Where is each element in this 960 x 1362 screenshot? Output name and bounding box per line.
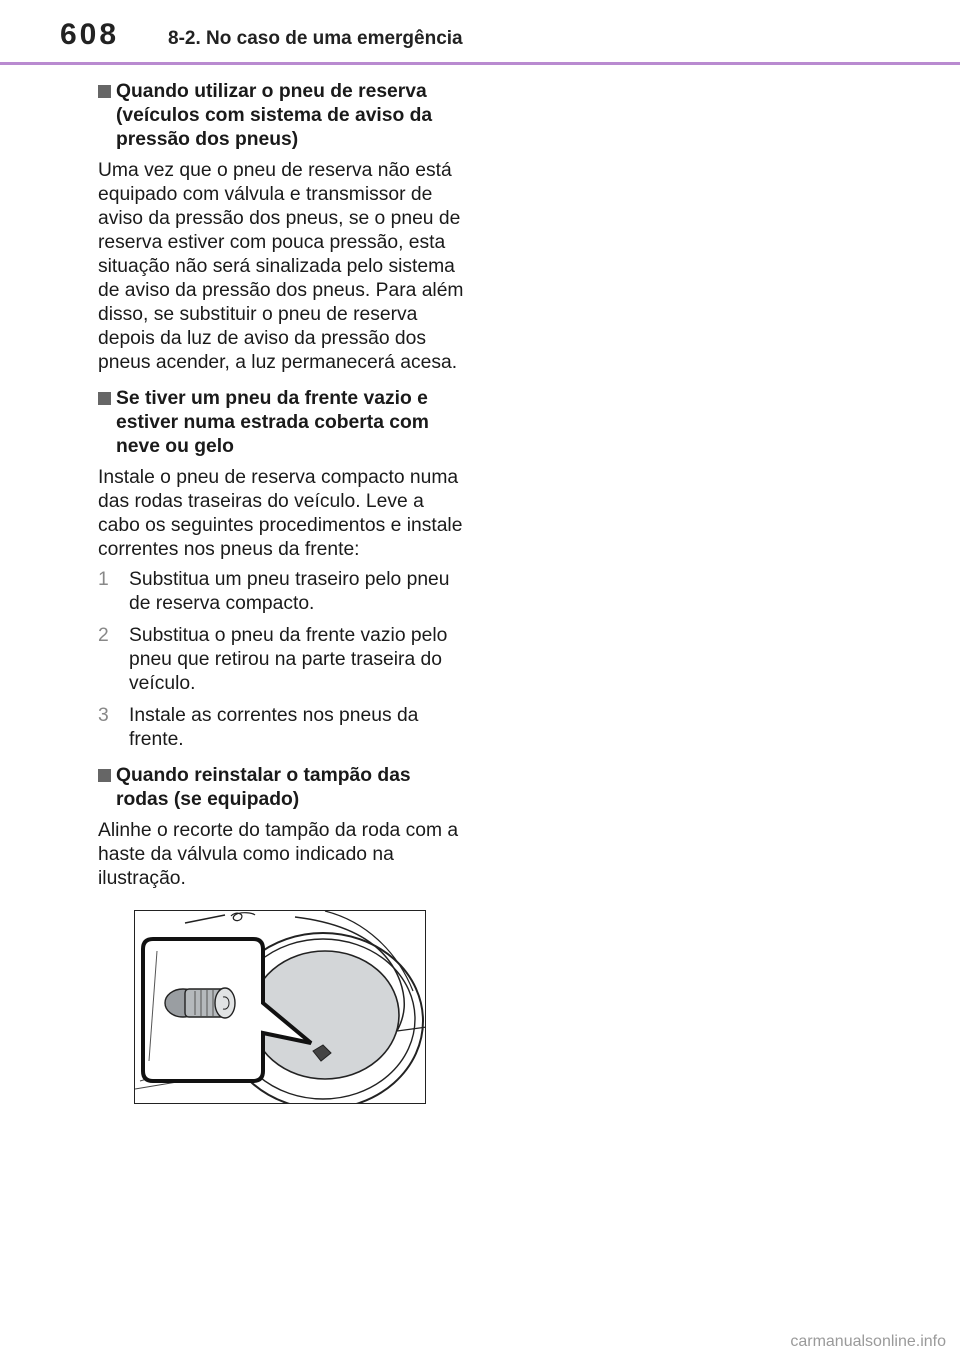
step-number: 3 <box>98 705 109 726</box>
heading-text: Se tiver um pneu da frente vazio e estiver numa estrada coberta com neve ou gelo <box>116 388 429 457</box>
step-number: 1 <box>98 569 109 590</box>
valve-illustration-svg <box>135 911 426 1104</box>
step-text: Substitua o pneu da frente vazio pelo pneu que retirou na parte traseira do veículo. <box>129 625 448 694</box>
section-heading-spare-tire <box>98 80 466 152</box>
heading-text: Quando reinstalar o tampão das rodas (se equipado) <box>116 765 411 810</box>
section-heading-snow-ice <box>98 387 466 459</box>
footer-watermark: carmanualsonline.info <box>790 1333 946 1350</box>
section-heading-wheel-cap <box>98 764 466 812</box>
paragraph-wheel-cap: Alinhe o recorte do tampão da roda com a haste da válvula como indicado na ilustração. <box>98 820 459 889</box>
square-bullet-icon <box>98 85 111 98</box>
paragraph-spare-tire: Uma vez que o pneu de reserva não está equipado com válvula e transmissor de aviso da pressão dos pneus, se o pneu de reserva estiver com pouca pressão, esta situação não será sinalizada pelo sistema de aviso da pressão dos pneus. Para além disso, se substituir o pneu de reserva depois da luz de aviso da pressão dos pneus acender, a luz permanecerá acesa. <box>98 160 464 373</box>
square-bullet-icon <box>98 769 111 782</box>
step-item <box>98 568 466 616</box>
step-item <box>98 624 466 696</box>
wheel-cap-valve-illustration <box>134 910 426 1104</box>
heading-text: Quando utilizar o pneu de reserva (veículos com sistema de aviso da pressão dos pneus) <box>116 81 433 150</box>
step-number: 2 <box>98 625 109 646</box>
step-text: Instale as correntes nos pneus da frente. <box>129 705 419 750</box>
square-bullet-icon <box>98 392 111 405</box>
header-rule <box>0 62 960 65</box>
page-header <box>0 0 960 66</box>
section-title: 8-2. No caso de uma emergência <box>168 28 463 49</box>
page-content <box>98 80 466 903</box>
paragraph-snow-ice: Instale o pneu de reserva compacto numa das rodas traseiras do veículo. Leve a cabo os seguintes procedimentos e instale correntes nos pneus da frente: <box>98 467 463 560</box>
step-item <box>98 704 466 752</box>
page-number: 608 <box>60 18 120 51</box>
step-text: Substitua um pneu traseiro pelo pneu de reserva compacto. <box>129 569 450 614</box>
